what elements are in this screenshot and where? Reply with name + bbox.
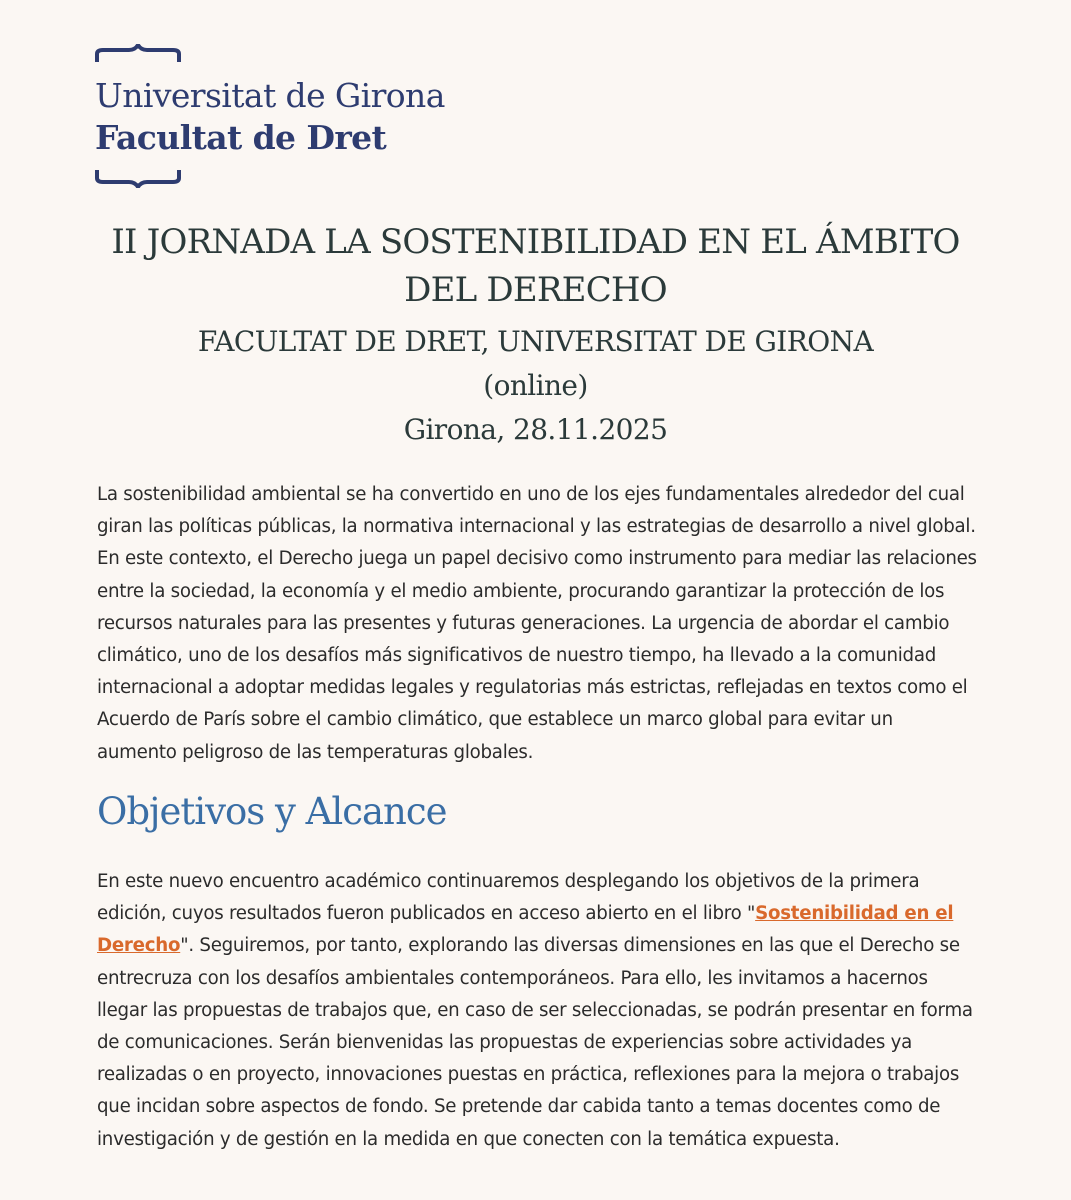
- book-link[interactable]: Sostenibilidad en el Derecho: [97, 903, 954, 957]
- event-mode: (online): [483, 369, 588, 402]
- section-paragraph: [97, 866, 977, 1156]
- logo-university-name: Universitat de Girona: [95, 76, 445, 115]
- section-text-after: ". Seguiremos, por tanto, explorando las diversas dimensiones en las que el Derecho se entrecruza con los desafíos ambientales contemporáneos. Para ello, les invitamos a hacernos llegar las propuestas de trabajos que, en caso de ser seleccionadas, se podrán presentar en forma de comunicaciones. Serán bienvenidas las propuestas de experiencias sobre actividades ya realizadas o en proyecto, innovaciones puestas en práctica, reflexiones para la mejora o trabajos que incidan sobre aspectos de fondo. Se pretende dar cabida tanto a temas docentes como de investigación y de gestión en la medida en que conecten con la temática expuesta.: [97, 935, 973, 1150]
- event-title: II JORNADA LA SOSTENIBILIDAD EN EL ÁMBITO DEL DERECHO: [111, 222, 960, 310]
- event-place-date: Girona, 28.11.2025: [403, 413, 668, 446]
- event-organizer: FACULTAT DE DRET, UNIVERSITAT DE GIRONA: [197, 325, 874, 358]
- logo-bottom-ornament: [95, 168, 181, 188]
- logo-faculty-name: Facultat de Dret: [95, 118, 387, 157]
- intro-paragraph: La sostenibilidad ambiental se ha convertido en uno de los ejes fundamentales alrededor del cual giran las políticas públicas, la normativa internacional y las estrategias de desarrollo a nivel global. En este contexto, el Derecho juega un papel decisivo como instrumento para mediar las relaciones entre la sociedad, la economía y el medio ambiente, procurando garantizar la protección de los recursos naturales para las presentes y futuras generaciones. La urgencia de abordar el cambio climático, uno de los desafíos más significativos de nuestro tiempo, ha llevado a la comunidad internacional a adoptar medidas legales y regulatorias más estrictas, reflejadas en textos como el Acuerdo de París sobre el cambio climático, que establece un marco global para evitar un aumento peligroso de las temperaturas globales.: [97, 484, 977, 763]
- university-logo: [95, 44, 495, 192]
- event-details: [80, 320, 991, 452]
- logo-top-ornament: [95, 44, 181, 64]
- section-heading: Objetivos y Alcance: [97, 790, 447, 833]
- section-text-before: En este nuevo encuentro académico continuaremos desplegando los objetivos de la primera edición, cuyos resultados fueron publicados en acceso abierto en el libro ": [97, 871, 920, 925]
